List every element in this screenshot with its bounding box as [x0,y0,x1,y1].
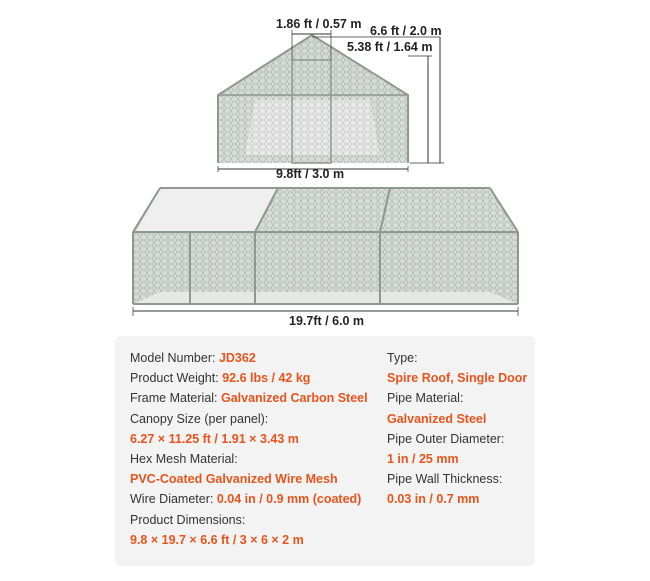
spec-pipe-material-value: Galvanized Steel [387,411,487,426]
specifications-card [115,336,535,566]
spec-canopy-size-value: 6.27 × 11.25 ft / 1.91 × 3.43 m [130,431,299,446]
spec-mesh-material-label: Hex Mesh Material: [130,452,238,467]
spec-mesh-material-value: PVC-Coated Galvanized Wire Mesh [130,472,338,487]
spec-type-value: Spire Roof, Single Door [387,371,528,386]
spec-frame-material: Frame Material: Galvanized Carbon Steel [130,391,368,406]
door-width-dimension: 1.86 ft / 0.57 m [276,17,362,31]
spec-product-dimensions-label: Product Dimensions: [130,512,246,527]
spec-model-number: Model Number: JD362 [130,351,256,365]
spec-pipe-outer-diameter-label: Pipe Outer Diameter: [387,431,505,446]
spec-canopy-size-label: Canopy Size (per panel): [130,411,269,426]
specs-right-column [387,348,527,510]
total-height-dimension: 6.6 ft / 2.0 m [370,24,442,38]
side-height-dimension: 5.38 ft / 1.64 m [347,40,433,54]
spec-pipe-wall-thickness-label: Pipe Wall Thickness: [387,472,503,487]
spec-pipe-outer-diameter-value: 1 in / 25 mm [387,452,459,467]
spec-wire-diameter: Wire Diameter: 0.04 in / 0.9 mm (coated) [130,492,362,507]
length-dimension: 19.7ft / 6.0 m [289,314,365,328]
spec-type-label: Type: [387,351,418,365]
spec-product-weight: Product Weight: 92.6 lbs / 42 kg [130,371,311,386]
specs-left-column [130,348,368,550]
spec-pipe-wall-thickness-value: 0.03 in / 0.7 mm [387,492,480,507]
spec-pipe-material-label: Pipe Material: [387,391,464,406]
width-dimension: 9.8ft / 3.0 m [276,167,345,181]
spec-product-dimensions-value: 9.8 × 19.7 × 6.6 ft / 3 × 6 × 2 m [130,532,304,547]
coop-side-view-illustration [0,180,650,330]
